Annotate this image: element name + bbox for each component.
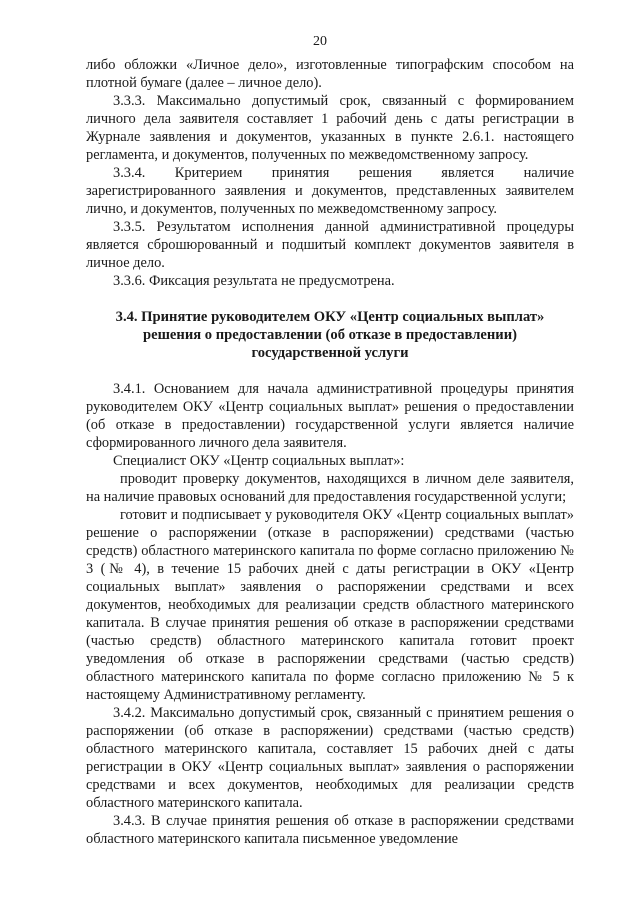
paragraph-checks-documents: проводит проверку документов, находящихся в личном деле заявителя, на наличие правовых оснований для предоставления государственной услуги;	[86, 471, 574, 505]
paragraph-3-4-1: 3.4.1. Основанием для начала административной процедуры принятия руководителем ОКУ «Центр социальных выплат» решения о предоставлении (об отказе в предоставлении) государственной услуги является наличие сформированного личного дела заявителя.	[86, 381, 574, 451]
paragraph-3-4-2: 3.4.2. Максимально допустимый срок, связанный с принятием решения о распоряжении (об отказе в распоряжении) средствами (частью средств) областного материнского капитала, составляет 15 рабочих дней с даты регистрации в ОКУ «Центр социальных выплат» заявления о распоряжении средствами и всех документов, необходимых для реализации средств областного материнского капитала.	[86, 705, 574, 811]
heading-line: государственной услуги	[251, 345, 409, 361]
page-number: 20	[313, 34, 327, 49]
document-body	[86, 56, 574, 848]
paragraph: либо обложки «Личное дело», изготовленные типографским способом на плотной бумаге (далее – личное дело).	[86, 57, 574, 91]
heading-line: решения о предоставлении (об отказе в предоставлении)	[143, 327, 517, 343]
paragraph-prepares-decision: готовит и подписывает у руководителя ОКУ «Центр социальных выплат» решение о распоряжении (отказе в распоряжении) средствами (частью средств) областного материнского капитала по форме согласно приложению № 3 (№ 4), в течение 15 рабочих дней с даты регистрации в ОКУ «Центр социальных выплат» заявления о распоряжении средствами и всех документов, необходимых для реализации средств областного материнского капитала. В случае принятия решения об отказе в распоряжении средствами (частью средств) областного материнского капитала готовит проект уведомления об отказе в распоряжении средствами (частью средств) областного материнского капитала по форме согласно приложению № 5 к настоящему Административному регламенту.	[86, 507, 574, 703]
section-heading-3-4	[86, 308, 574, 362]
paragraph-3-3-6: 3.3.6. Фиксация результата не предусмотрена.	[113, 273, 395, 289]
paragraph-3-3-4: 3.3.4. Критерием принятия решения является наличие зарегистрированного заявления и документов, представленных заявителем лично, и документов, полученных по межведомственному запросу.	[86, 165, 574, 217]
paragraph-specialist: Специалист ОКУ «Центр социальных выплат»:	[113, 453, 405, 469]
paragraph-3-4-3: 3.4.3. В случае принятия решения об отказе в распоряжении средствами областного материнского капитала письменное уведомление	[86, 813, 574, 847]
paragraph-3-3-5: 3.3.5. Результатом исполнения данной административной процедуры является сброшюрованный и подшитый комплект документов заявителя в личное дело.	[86, 219, 574, 271]
heading-line: 3.4. Принятие руководителем ОКУ «Центр социальных выплат»	[115, 309, 545, 325]
paragraph-3-3-3: 3.3.3. Максимально допустимый срок, связанный с формированием личного дела заявителя составляет 1 рабочий день с даты регистрации в Журнале заявления и документов, указанных в пункте 2.6.1. настоящего регламента, и документов, полученных по межведомственному запросу.	[86, 93, 574, 163]
